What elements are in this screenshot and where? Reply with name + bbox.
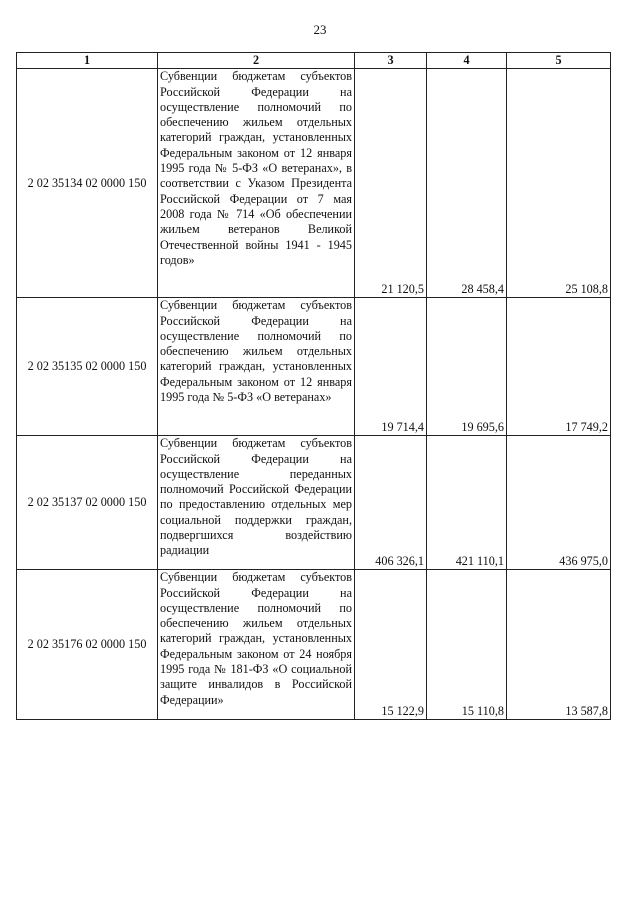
column-header-5: 5 <box>507 53 611 69</box>
table-row <box>17 436 611 570</box>
subvention-description: Субвенции бюджетам субъектов Российской Федерации на осуществление полномочий по обеспечению жильем отдельных категорий граждан, установленных Федеральным законом от 12 января 1995 года № 5-ФЗ «О ветеранах», в соответствии с Указом Президента Российской Федерации от 7 мая 2008 года № 714 «Об обеспечении жильем ветеранов Великой Отечественной войны 1941 - 1945 годов» <box>158 69 355 298</box>
value-col-3: 21 120,5 <box>355 69 427 298</box>
value-col-5: 436 975,0 <box>507 436 611 570</box>
header-row <box>17 53 611 69</box>
table-row <box>17 298 611 436</box>
budget-code: 2 02 35176 02 0000 150 <box>17 570 158 720</box>
budget-code: 2 02 35134 02 0000 150 <box>17 69 158 298</box>
subvention-description: Субвенции бюджетам субъектов Российской Федерации на осуществление полномочий по обеспечению жильем отдельных категорий граждан, установленных Федеральным законом от 24 ноября 1995 года № 181-ФЗ «О социальной защите инвалидов в Российской Федерации» <box>158 570 355 720</box>
table-row <box>17 69 611 298</box>
table-row <box>17 570 611 720</box>
column-header-1: 1 <box>17 53 158 69</box>
column-header-3: 3 <box>355 53 427 69</box>
value-col-4: 15 110,8 <box>427 570 507 720</box>
budget-table <box>16 52 611 720</box>
value-col-3: 15 122,9 <box>355 570 427 720</box>
value-col-3: 406 326,1 <box>355 436 427 570</box>
value-col-4: 28 458,4 <box>427 69 507 298</box>
subvention-description: Субвенции бюджетам субъектов Российской Федерации на осуществление полномочий по обеспечению жильем отдельных категорий граждан, установленных Федеральным законом от 12 января 1995 года № 5-ФЗ «О ветеранах» <box>158 298 355 436</box>
value-col-4: 19 695,6 <box>427 298 507 436</box>
page-number: 23 <box>313 22 327 37</box>
budget-code: 2 02 35137 02 0000 150 <box>17 436 158 570</box>
budget-code: 2 02 35135 02 0000 150 <box>17 298 158 436</box>
value-col-3: 19 714,4 <box>355 298 427 436</box>
subvention-description: Субвенции бюджетам субъектов Российской Федерации на осуществление переданных полномочий Российской Федерации по предоставлению отдельных мер социальной поддержки граждан, подвергшихся воздействию радиации <box>158 436 355 570</box>
value-col-4: 421 110,1 <box>427 436 507 570</box>
value-col-5: 25 108,8 <box>507 69 611 298</box>
value-col-5: 17 749,2 <box>507 298 611 436</box>
value-col-5: 13 587,8 <box>507 570 611 720</box>
column-header-2: 2 <box>158 53 355 69</box>
column-header-4: 4 <box>427 53 507 69</box>
